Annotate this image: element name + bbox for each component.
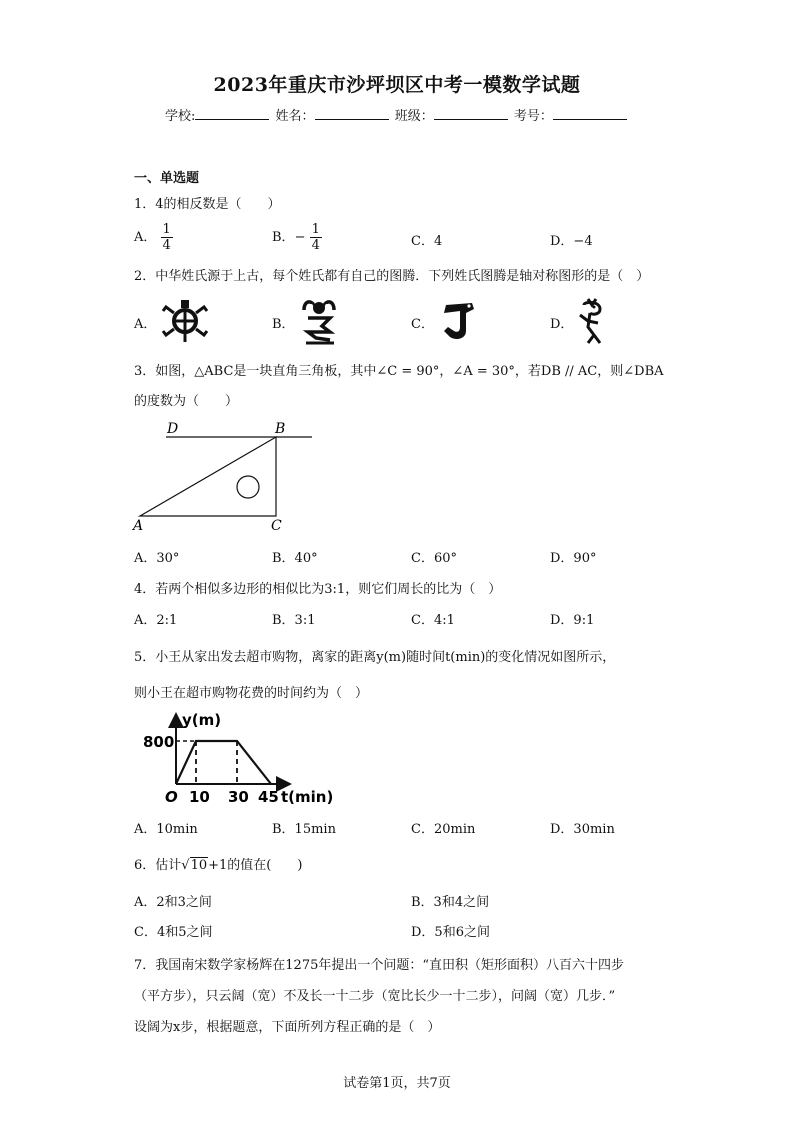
student-info-line	[165, 105, 629, 124]
q3-option-a: A．30°	[134, 551, 180, 566]
q5-x-tick-30: 30	[228, 788, 249, 806]
q5-x-tick-10: 10	[189, 788, 210, 806]
q1-stem: 1．4的相反数是（ ）	[134, 197, 281, 212]
q6-radicand: 10	[190, 858, 208, 873]
q3-stem: 3．如图，△ABC是一块直角三角板，其中∠C = 90°，∠A = 30°，若DB // AC，则∠DBA	[134, 364, 664, 379]
totem-a-icon	[160, 297, 210, 345]
q1-b-fraction	[310, 222, 322, 253]
q1-a-label: A．	[134, 230, 157, 245]
q3-label-d: D	[167, 421, 179, 437]
class-blank	[434, 107, 508, 120]
page-footer: 试卷第1页，共7页	[343, 1076, 451, 1091]
q5-option-c: C．20min	[411, 822, 476, 837]
section-title: 一、单选题	[134, 171, 200, 186]
q4-stem: 4．若两个相似多边形的相似比为3:1，则它们周长的比为（ ）	[134, 582, 502, 597]
q1-option-a	[134, 222, 173, 253]
q3-option-d: D．90°	[550, 551, 597, 566]
totem-d-icon	[574, 295, 610, 347]
q6-option-c: C．4和5之间	[134, 925, 213, 940]
q3-label-c: C	[271, 518, 282, 534]
q1-b-den: 4	[311, 238, 320, 253]
q2-option-c-label: C．	[411, 317, 434, 332]
q5-x-tick-45: 45	[258, 788, 279, 806]
q5-option-a: A．10min	[134, 822, 198, 837]
name-blank	[315, 107, 389, 120]
q1-b-num: 1	[311, 222, 320, 237]
q6-stem-post: +1的值在( )	[208, 858, 303, 873]
q4-option-b: B．3:1	[272, 613, 316, 628]
q3-option-c: C．60°	[411, 551, 457, 566]
q7-stem-line2: （平方步），只云阔（宽）不及长一十二步（宽比长少一十二步），问阔（宽）几步．”	[134, 989, 616, 1004]
q5-option-b: B．15min	[272, 822, 336, 837]
q7-stem-line3: 设阔为x步，根据题意，下面所列方程正确的是（ ）	[134, 1020, 441, 1035]
q1-option-c: C．4	[411, 234, 443, 249]
q1-a-fraction	[161, 222, 173, 253]
q5-option-d: D．30min	[550, 822, 615, 837]
q6-option-b: B．3和4之间	[411, 895, 490, 910]
page-title: 2023年重庆市沙坪坝区中考一模数学试题	[213, 74, 581, 96]
q1-b-label: B．	[272, 230, 295, 245]
totem-c-icon	[436, 297, 482, 345]
q5-y-axis-label: y(m)	[182, 711, 222, 729]
q6-stem	[134, 854, 302, 873]
q1-option-d: D．−4	[550, 234, 593, 249]
number-blank	[553, 107, 627, 120]
q3-label-b: B	[275, 421, 286, 437]
q5-distance-time-graph	[140, 708, 336, 808]
class-label: 班级：	[394, 109, 434, 124]
q5-y-tick-800: 800	[143, 733, 175, 751]
q6-option-d: D．5和6之间	[411, 925, 490, 940]
q2-option-b-label: B．	[272, 317, 295, 332]
q2-option-a-label: A．	[134, 317, 157, 332]
q6-stem-pre: 6．估计	[134, 858, 182, 873]
q4-option-d: D．9:1	[550, 613, 595, 628]
q4-option-a: A．2:1	[134, 613, 178, 628]
q2-option-d-label: D．	[550, 317, 574, 332]
q4-option-c: C．4:1	[411, 613, 455, 628]
q1-b-sign: −	[294, 230, 306, 245]
school-blank	[195, 107, 269, 120]
q6-option-a: A．2和3之间	[134, 895, 212, 910]
q5-x-axis-label: t(min)	[281, 788, 334, 806]
q2-stem: 2．中华姓氏源于上古，每个姓氏都有自己的图腾．下列姓氏图腾是轴对称图形的是（ ）	[134, 269, 650, 284]
q3-stem-cont: 的度数为（ ）	[134, 394, 239, 409]
q5-origin-label: O	[165, 788, 178, 806]
q3-triangle-figure	[130, 416, 320, 534]
number-label: 考号：	[513, 109, 553, 124]
q1-a-den: 4	[162, 238, 171, 253]
q5-stem: 5．小王从家出发去超市购物，离家的距离y(m)随时间t(min)的变化情况如图所示，	[134, 650, 616, 665]
name-label: 姓名：	[275, 109, 315, 124]
q6-sqrt-sign: √	[181, 858, 190, 873]
school-label: 学校:	[165, 109, 196, 124]
q7-stem-line1: 7．我国南宋数学家杨辉在1275年提出一个问题：“直田积（矩形面积）八百六十四步	[134, 958, 625, 973]
q5-stem-cont: 则小王在超市购物花费的时间约为（ ）	[134, 686, 369, 701]
totem-b-icon	[298, 296, 340, 346]
q1-option-b	[272, 222, 322, 253]
q1-a-num: 1	[162, 222, 171, 237]
q3-label-a: A	[133, 518, 144, 534]
q3-option-b: B．40°	[272, 551, 318, 566]
